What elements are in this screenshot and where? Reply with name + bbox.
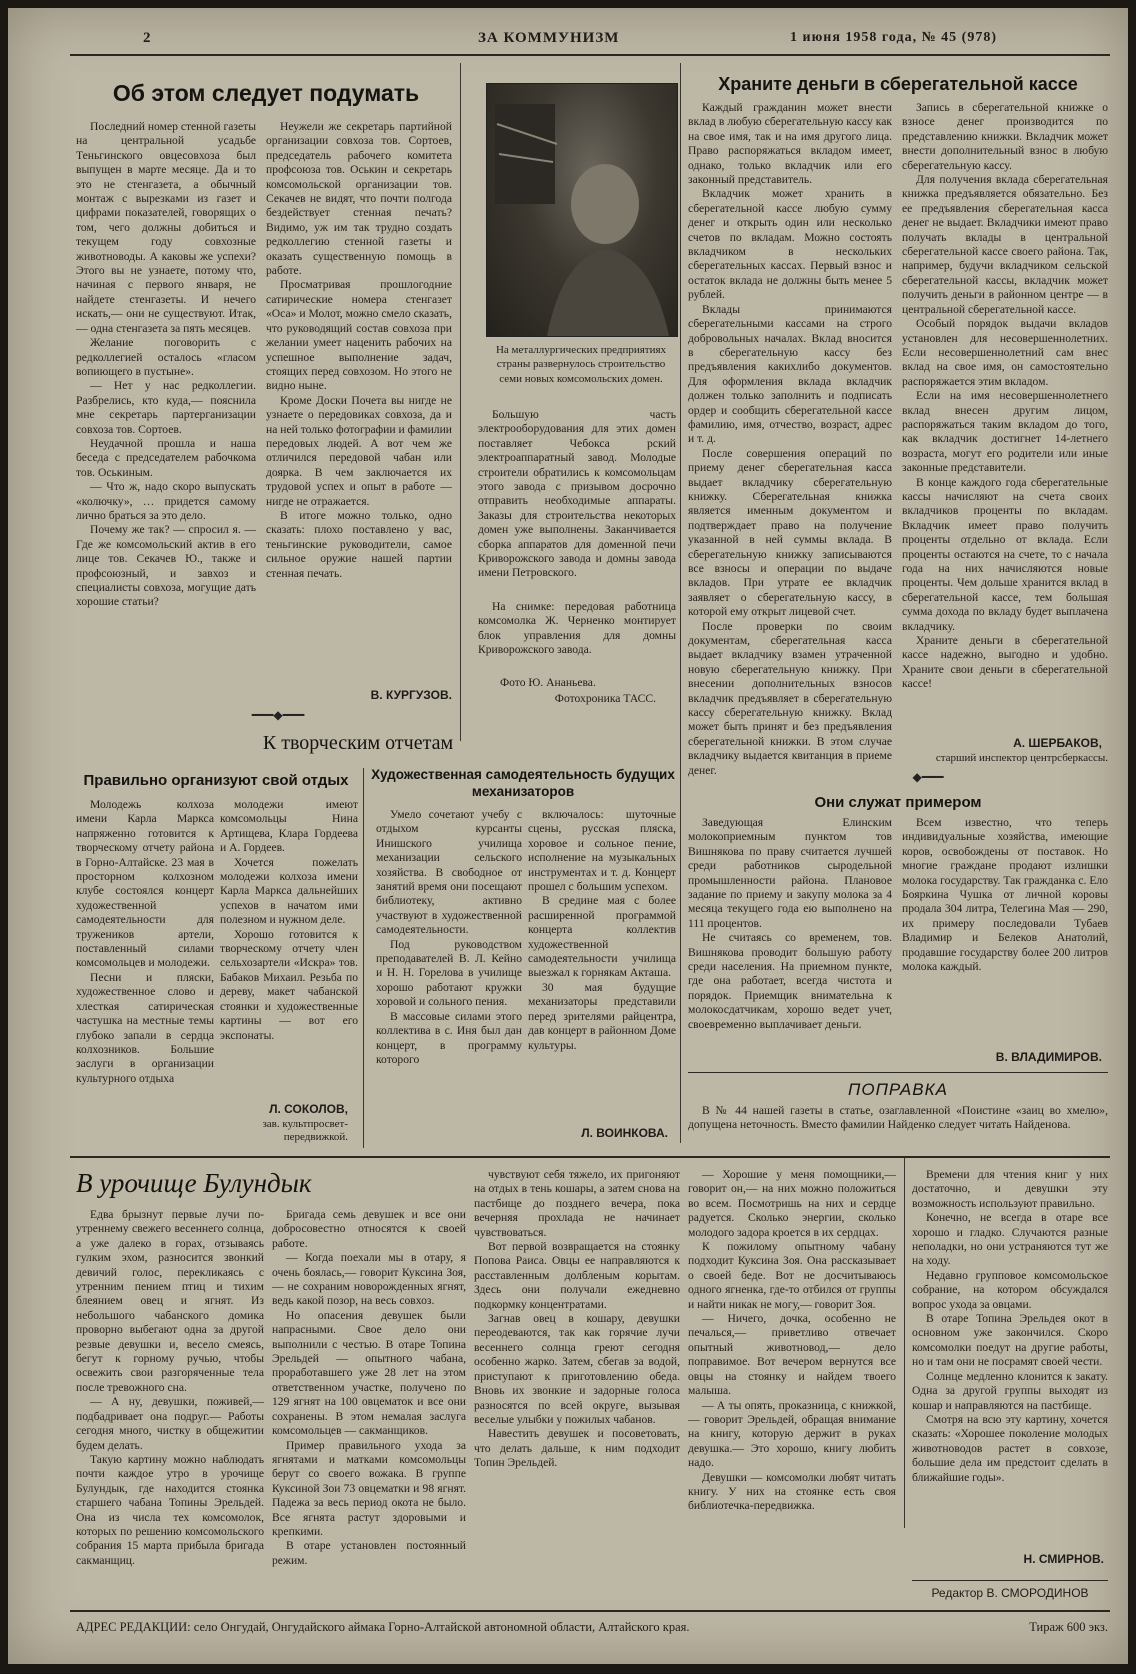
article1-signature: В. КУРГУЗОВ. (370, 688, 452, 702)
newspaper-name: ЗА КОММУНИЗМ (478, 30, 620, 46)
article2-col2: Запись в сберегательной книжке о взносе денег производится по представлению книжки. Вкладчик может внести дополнительный взнос в любую сберегательную кассу. Для получения вклада сберегательная книжка предъявляется обязательно. Без ее предъявления сберегательная касса денег не выдает. Вкладчики имеют право получать вклады в центральной сберегательной кассе своего района. Так, например, будучи вкладчиком сельской сберегательной кассы, вкладчик может получить деньги в районном центре — в центральной сберегательной кассе. Особый порядок выдачи вкладов установлен для несовершеннолетних. Если несовершеннолетний сам внес вклад на свое имя, он самостоятельно распоряжается этим вкладом. Если на имя несовершеннолетнего вклад внесен другим лицом, распоряжаться таким вкладом до того, как вкладчик достигнет 14-летнего возраста, могут его родители или иные законные представители. В конце каждого года сберегательные кассы начисляют на счета своих вкладчиков проценты по вкладам. Вкладчик имеет право получить проценты отдельно от вклада. Если проценты остаются на счете, то с начала года на них начисляются новые проценты. Чем дольше хранится вклад в сберегательной кассе, тем большая сумма дохода по вкладу будет выплачена вкладчику. Храните деньги в сберегательной кассе надежно, выгодно и удобно. Храните свои деньги в сберегательной кассе! (902, 101, 1108, 691)
correction-title: ПОПРАВКА (848, 1080, 948, 1099)
footer-address: АДРЕС РЕДАКЦИИ: село Онгудай, Онгудайского аймака Горно-Алтайской автономной области, Алтайского края. (76, 1620, 690, 1634)
header-rule (70, 54, 1110, 56)
column-divider (680, 63, 681, 1143)
article4-signature: Л. ВОИНКОВА. (581, 1126, 668, 1140)
article3-author-role: зав. культпросвет-передвижкой. (262, 1118, 348, 1143)
photo-caption-top: На металлургических предприятиях страны развернулось строительство семи новых комсомольских домен. (495, 344, 667, 385)
editor-rule (912, 1580, 1108, 1581)
column-divider (460, 63, 461, 741)
article4-col1: Умело сочетают учебу с отдыхом курсанты Инишского училища механизации сельского хозяйства. В свободное от занятий время они посещают библиотеку, активно участвуют в художественной самодеятельности. Под руководством преподавателей В. Л. Кейно и Н. Н. Горелова в училище хорошо работают кружки хоровой и сольного пения. В массовые силами этого коллектива в с. Иня был дан концерт, в программу которого (376, 808, 522, 1066)
article6-col3: чувствуют себя тяжело, их пригоняют на отдых в тень кошары, а затем снова на пастбище до позднего вечера, пока вечерняя прохлада не начинает чувствоваться. Вот первой возвращается на стоянку Попова Раиса. Овцы ее направляются к расставленным долбленым корытам. Здесь они получали ежедневно подкормку концентратами. Загнав овец в кошару, девушки переодеваются, так как горячие лучи весеннего солнца греют сегодня особенно жарко. Затем, сбегав за водой, приступают к приготовлению обеда. Вновь их звонкие и задорные голоса разносятся по всей округе, вызывая веселые улыбки у пожилых чабанов. Навестить девушек и посоветовать, что делать дальше, к ним подходит Топин Эрельдей. (474, 1168, 680, 1470)
article6-col2: Бригада семь девушек и все они добросовестно относятся к своей работе. — Когда поехали мы в отару, я очень боялась,— говорит Куксина Зоя,— не сохраним новорожденных ягнят, ведь какой позор, на весь совхоз. Но опасения девушек были напрасными. Свое дело они выполнили с честью. В отаре Топина Эрельдей — опытного чабана, проработавшего уже 28 лет на этом ответственном участке, получено по 129 ягнят на 100 овцематок и все они сохранены. В этом немалая заслуга комсомольцев — сакманщиков. Пример правильного ухода за ягнятами и матками комсомольцы берут со своего вожака. В группе Куксиной Зои 73 овцематки и 98 ягнят. Падежа за весь период окота не было. Все ягнята растут здоровыми и крепкими. В отаре установлен постоянный режим. (272, 1208, 466, 1567)
article6-col1: Едва брызнут первые лучи по-утреннему свежего весеннего солнца, а уже далеко в горах, отзываясь гулким эхом, разносится звонкий девичий голос, перекликаясь с утренним пением птиц и тихим блеянием овец и ягнят. Из небольшого чабанского домика проворно выбегают одна за другой резвые девушки и, весело смеясь, бегут к горному ручью, чтобы освежить свои разгоряченные тела после тревожного сна. — А ну, девушки, поживей,— подбадривает она подруг.— Работы сегодня много, чистку в общежитии будем делать. Такую картину можно наблюдать почти каждое утро в урочище Булундык, где находится стоянка старшего чабана Топины Эрельдей. Она из числа тех комсомолок, которых по решению комсомольского собрания 15 марта прибыла бригада сакманщиц. (76, 1208, 264, 1567)
article1-col1: Последний номер стенной газеты на центральной усадьбе Теньгинского овцесовхоза был выпущен в марте месяце. Да и то это не стенгазета, а обычный монтаж с вырезками из газет и цифрами показателей, говорящих о том, чего должны добиться и текущем году совхозные животноводы. А каковы же успехи? Этого вы не узнаете, потому что, начиная с первого января, не найдете стенгазеты. И нечего искать,— они не существуют. Итак,— одна стенгазета за пять месяцев. Желание поговорить с редколлегией осталось «гласом вопиющего в пустыне». — Нет у нас редколлегии. Разбрелись, кто куда,— пояснила мне секретарь партерганизации совхоза тов. Сортоев. Неудачной прошла и наша беседа с председателем рабочкома тов. Оськиным. — Что ж, надо скоро выпускать «колючку», … придется самому лично браться за это дело. Почему же так? — спросил я. — Где же комсомольский актив в его лице тов. Секачев Ю., также и профсоюзный, и завхоз и специалисты совхоза, могущие дать хорошие статьи? (76, 120, 256, 609)
column-divider (363, 768, 364, 1148)
article4-col2: включалось: шуточные сцены, русская пляска, хоровое и сольное пение, исполнение на музыкальных инструментах и т. д. Концерт прошел с большим успехом. В средине мая с более расширенной программой концерта коллектив художественной самодеятельности училища выезжал к горнякам Акташа. 30 мая будущие механизаторы представили перед зрителями райцентра, дав концерт в районном Доме культуры. (528, 808, 676, 1052)
footer-circulation: Тираж 600 экз. (1029, 1620, 1108, 1634)
article1-col2: Неужели же секретарь партийной организации совхоза тов. Сортоев, председатель рабочего комитета профсоюза тов. Оськин и секретарь комсомольской организации тов. Секачев не видят, что почти полгода бездействует стенная печать? Видимо, уж им так трудно создать редколлегию стенной газеты и оказать существенную помощь в работе. Просматривая прошлогодние сатирические номера стенгазет «Оса» и Молот, можно смело сказать, что руководящий состав совхоза при желании умеет наценить рабочих на успешное выполнение задач, стоящих перед совхозом. Но этого не видно ныне. Кроме Доски Почета вы нигде не узнаете о передовиках совхоза, да и на ней только фотографии и фамилии передовых людей. А вот чем же отличился передовой чабан или доярка. В чем заключается их трудовой успех и опыт в работе — нигде не отражается. В итоге можно только, одно сказать: плохо поставлено у вас, теньгинские руководители, самое сильное оружие нашей партии стенная печать. (266, 120, 452, 580)
article3-col2: молодежи имеют комсомольцы Нина Артищева, Клара Гордеева и А. Гордеев. Хочется пожелать молодежи колхоза имени Карла Маркса дальнейших успехов в начатом ими полезном и нужном деле. Хорошо готовится к творческому отчету член сельхозартели «Искра» тов. Бабаков Михаил. Резьба по дереву, макет чабанской стоянки и художественные картины — вот его экспонаты. (220, 798, 358, 1042)
article1-title: Об этом следует подумать (112, 80, 420, 106)
article2-author-role: старший инспектор центрсберкассы. (935, 752, 1108, 764)
photo-article-body: Большую часть электрооборудования для этих домен поставляет Чебокса рский электроаппаратный завод. Молодые строители обратились к комсомольцам этого завода с призывом досрочно отправить необходимые аппараты. Заказы для строительства некоторых домен уже выполнены. Заканчивается сборка аппаратов для доменной печи Криворожского завода и домны завода имени Петровского. (478, 408, 676, 580)
section-header: К творческим отчетам (262, 732, 454, 754)
photo-agency: Фотохроника ТАСС. (554, 692, 656, 705)
article6-col5: Времени для чтения книг у них достаточно, и девушки эту возможность используют правильно. Конечно, не всегда в отаре все хорошо и гладко. Случаются разные неполадки, но они устраняются тут же на ходу. Недавно групповое комсомольское собрание, на котором обсуждался вопрос ухода за овцами. В отаре Топина Эрельдея окот в основном уже закончился. Скоро комсомолки поедут на другие работы, но и там они не посрамят своей чести. Солнце медленно клонится к закату. Одна за другой группы выходят из кошар и направляются на пастбище. Смотря на всю эту картину, хочется сказать: «Хорошее поколение молодых животноводов растет в совхозе, большие дела им предстоит сделать в ближайшие годы». (912, 1168, 1108, 1484)
photo-worker (486, 83, 678, 337)
column-divider (904, 1158, 905, 1528)
article3-title: Правильно организуют свой отдых (83, 772, 349, 789)
article6-col4: — Хорошие у меня помощники,— говорит он,— на них можно положиться во всем. Посмотришь на них и сердце радуется. Сколько энергии, сколько молодого задора кроется в их сердцах. К пожилому опытному чабану подходит Куксина Зоя. Она рассказывает о своей беде. Вот не досчитываюсь одного ягненка, где-то отбился от группы и найти никак не могу,— говорит Зоя. — Ничего, дочка, особенно не печалься,— приветливо отвечает опытный животновод,— дело поправимое. Вот вечером вернутся все овцы на стоянку и найдем твоего малыша. — А ты опять, проказница, с книжкой,— говорит Эрельдей, обращая внимание на книгу, которую держит в руках девушка.— Это хорошо, книгу любить надо. Девушки — комсомолки любят читать книгу. У них на стоянке есть своя библиотечка-передвижка. (688, 1168, 896, 1513)
correction-rule (688, 1072, 1108, 1073)
divider-ornament: ━━━◆━━━ (251, 708, 305, 722)
article5-title: Они служат примером (814, 794, 982, 811)
article2-signature: А. ШЕРБАКОВ, (1013, 736, 1102, 750)
article4-title: Художественная самодеятельность будущих механизаторов (371, 767, 675, 799)
correction-text: В № 44 нашей газеты в статье, озаглавленной «Поистине «заиц во хмелю», допущена неточность. Вместо фамилии Найденко следует читать Найденова. (688, 1104, 1108, 1132)
article5-col2: Всем известно, что теперь индивидуальные хозяйства, имеющие коров, освобождены от поставок. Но многие граждане продают излишки молока государству. Так гражданка с. Ело Бояркина Чушка от личной коровы продала 304 литра, Телегина Мая — 290, их примеру последовали Тубаев Владимир и Белеков Анатолий, продавшие государству более 200 литров молока каждый. (902, 816, 1108, 974)
newspaper-page (8, 8, 1128, 1664)
article3-signature: Л. СОКОЛОВ, (269, 1102, 348, 1116)
photo-credit: Фото Ю. Ананьева. (500, 676, 596, 689)
article5-signature: В. ВЛАДИМИРОВ. (995, 1050, 1102, 1064)
photo-illustration (487, 84, 677, 336)
page-number: 2 (143, 30, 152, 46)
footer-rule (70, 1610, 1110, 1612)
article2-title: Храните деньги в сберегательной кассе (718, 74, 1078, 94)
issue-date: 1 июня 1958 года, № 45 (978) (790, 30, 997, 45)
article3-col1: Молодежь колхоза имени Карла Маркса напряженно готовится к творческому отчету района в Горно-Алтайске. 23 мая в просторном колхозном клубе состоялся концерт художественной самодеятельности для тружеников артели, поставленный силами комсомольцев и молодежи. Песни и пляски, художественное слово и хлесткая сатирическая частушка на местные темы глубоко запали в сердца колхозников. Большие заслуги в организации культурного отдыха (76, 798, 214, 1085)
section-rule (70, 1156, 1110, 1158)
article6-title: В урочище Булундык (76, 1168, 312, 1198)
editor-credit: Редактор В. СМОРОДИНОВ (931, 1586, 1089, 1600)
photo-caption-bottom: На снимке: передовая работница комсомолка Ж. Черненко монтирует блок управления для домны Криворожского завода. (478, 600, 676, 657)
article5-col1: Заведующая Елинским молокоприемным пунктом тов Вишняковa по праву считается лучшей среди работников сыродельной промышленности района. Плановое задание по приему и закупу молока за 4 месяца текущего года ею выполнено на 111 процентов. Не считаясь со временем, тов. Вишнякова проводит большую работу среди населения. На приемном пункте, где она работает, всегда чистота и порядок. Приемщик внимательна к молокосдатчикам, хорошо ведет учет, своевременно выплачивает деньги. (688, 816, 892, 1031)
article2-col1: Каждый гражданин может внести вклад в любую сберегательную кассу как на свое имя, так и на имя другого лица. Право распоряжаться вкладом имеет, однако, только вкладчик или его законный представитель. Вкладчик может хранить в сберегательной кассе любую сумму денег и открыть один или несколько счетов по вкладам. Можно состоять вкладчиком в нескольких сберегательных кассах. Первый взнос и остаток вклада не должны быть менее 5 рублей. Вклады принимаются сберегательными кассами на строго добровольных началах. Вклад вносится в сберегательную кассу без предъявления какихлибо документов. Для оформления вклада вкладчик должен только заполнить и подписать ордер и сообщить сберегательной кассе фамилию, имя, отчество, возраст, адрес и т. д. После совершения операций по приему денег сберегательная касса выдает вкладчику сберегательную книжку. Сберегательная книжка является именным документом и подтверждает право на получение указанной в ней суммы вклада. В сберегательную книжку записываются все взносы и операции по выдаче вкладов. При утрате ее вкладчик заявляет о сберегательную кассу, в которой ему открыт лицевой счет. После проверки по своим документам, сберегательная касса выдает вкладчику взамен утраченной новую сберегательную книжку. При внесении дополнительных взносов вкладчик предъявляет в сберегательную кассу сберегательную книжку. Вклад может быть принят и без предъявления сберегательной книжки. В этом случае вкладчику выдается квитанция в приеме денег. (688, 101, 892, 777)
divider-ornament: ◆━━━ (912, 770, 944, 784)
article6-signature: Н. СМИРНОВ. (1023, 1552, 1104, 1566)
